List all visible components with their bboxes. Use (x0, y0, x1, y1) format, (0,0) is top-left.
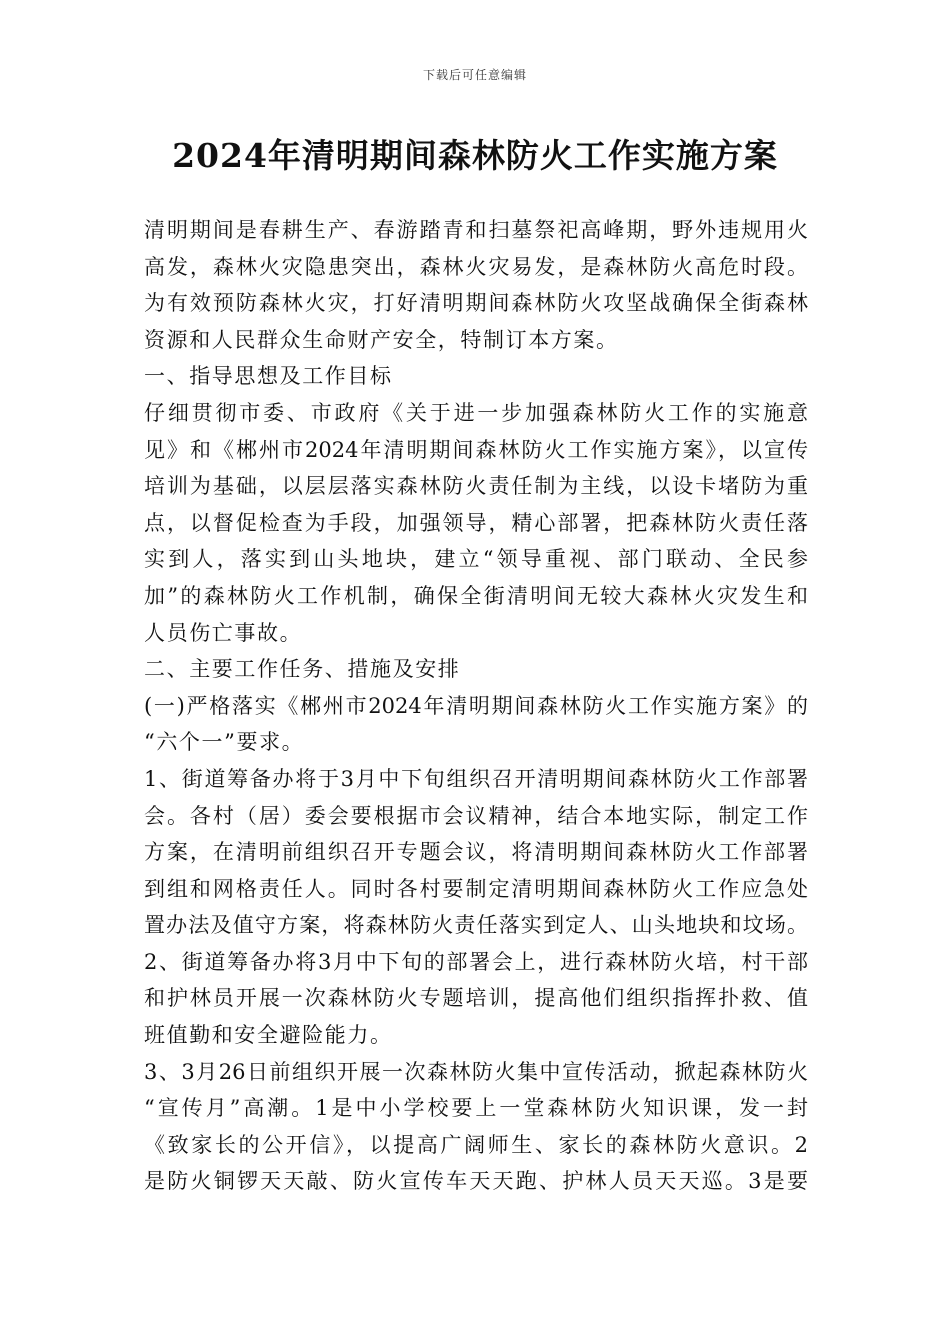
body-line: 加”的森林防火工作机制，确保全街清明间无较大森林火灾发生和 (144, 583, 808, 608)
body-line: “宣传月”高潮。1是中小学校要上一堂森林防火知识课，发一封 (144, 1096, 808, 1121)
body-line: 实到人，落实到山头地块，建立“领导重视、部门联动、全民参 (144, 547, 808, 572)
body-line: 为有效预防森林火灾，打好清明期间森林防火攻坚战确保全街森林 (144, 291, 808, 316)
body-line: 一、指导思想及工作目标 (144, 364, 393, 389)
body-line: “六个一”要求。 (144, 730, 305, 755)
body-line: 二、主要工作任务、措施及安排 (144, 657, 461, 682)
body-line: 仔细贯彻市委、市政府《关于进一步加强森林防火工作的实施意 (144, 400, 808, 425)
body-line: 清明期间是春耕生产、春游踏青和扫墓祭祀高峰期，野外违规用火 (144, 218, 808, 242)
body-line: 资源和人民群众生命财产安全，特制订本方案。 (144, 327, 619, 352)
document-title: 2024年清明期间森林防火工作实施方案 (172, 136, 778, 175)
body-line: 2、街道筹备办将3月中下旬的部署会上，进行森林防火培，村干部 (144, 949, 808, 974)
header-note: 下载后可任意编辑 (422, 68, 527, 82)
body-line: (一)严格落实《郴州市2024年清明期间森林防火工作实施方案》的 (144, 693, 808, 718)
body-line: 置办法及值守方案，将森林防火责任落实到定人、山头地块和坟场。 (144, 913, 808, 938)
body-line: 点，以督促检查为手段，加强领导，精心部署，把森林防火责任落 (144, 510, 808, 535)
body-line: 到组和网格责任人。同时各村要制定清明期间森林防火工作应急处 (144, 876, 808, 901)
body-line: 高发，森林火灾隐患突出，森林火灾易发，是森林防火高危时段。 (144, 254, 808, 279)
body-line: 培训为基础，以层层落实森林防火责任制为主线，以设卡堵防为重 (144, 474, 808, 499)
body-line: 《致家长的公开信》，以提高广阔师生、家长的森林防火意识。2 (144, 1132, 808, 1157)
body-line: 会。各村（居）委会要根据市会议精神，结合本地实际，制定工作 (144, 803, 808, 828)
document-body (144, 212, 808, 1200)
body-line: 见》和《郴州市2024年清明期间森林防火工作实施方案》，以宣传 (144, 437, 808, 462)
body-line: 是防火铜锣天天敲、防火宣传车天天跑、护林人员天天巡。3是要 (144, 1169, 808, 1194)
body-line: 1、街道筹备办将于3月中下旬组织召开清明期间森林防火工作部署 (144, 766, 808, 791)
body-line: 3、3月26日前组织开展一次森林防火集中宣传活动，掀起森林防火 (144, 1059, 808, 1084)
body-line: 方案，在清明前组织召开专题会议，将清明期间森林防火工作部署 (144, 840, 808, 865)
body-line: 和护林员开展一次森林防火专题培训，提高他们组织指挥扑救、值 (144, 986, 808, 1011)
body-line: 班值勤和安全避险能力。 (144, 1023, 393, 1048)
body-line: 人员伤亡事故。 (144, 620, 303, 645)
